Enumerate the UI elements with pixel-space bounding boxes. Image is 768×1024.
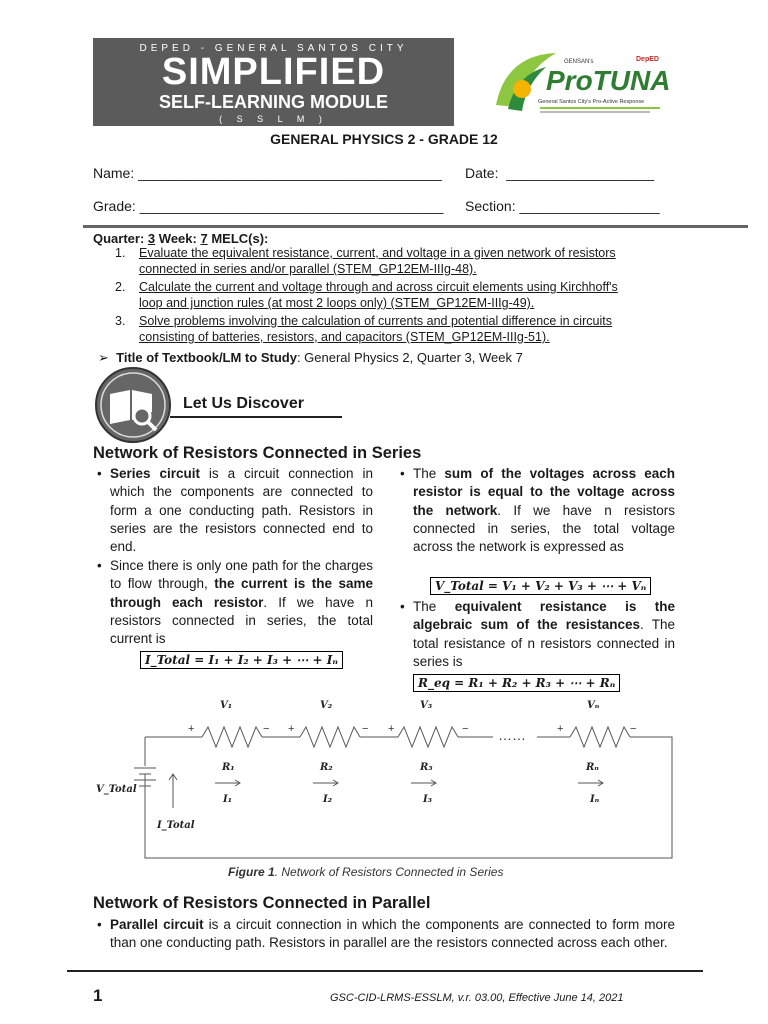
v2-label: V₂ xyxy=(320,700,333,711)
section-line: __________________ xyxy=(519,198,660,214)
parallel-bullet-1: • Parallel circuit is a circuit connection in which the components are connected to form more than one conducting path. Resistors in parallel are the resistors connected across each other. xyxy=(97,917,675,951)
series-bullet-3: • The sum of the voltages across each resistor is equal to the voltage across the network. If we have n resistors connected in series, the total voltage across the network is expressed as xyxy=(400,466,676,555)
r3-label: R₃ xyxy=(420,762,433,773)
svg-text:+: + xyxy=(388,723,395,735)
resistor-3 xyxy=(398,727,458,747)
parallel-heading: Network of Resistors Connected in Parallel xyxy=(93,894,431,912)
grade-label: Grade: xyxy=(93,198,136,214)
svg-text:−: − xyxy=(630,723,637,735)
list-item: 1. Evaluate the equivalent resistance, current, and voltage in a given network of resistors connected in series and/or parallel (STEM_GP12EM-IIIg-48). xyxy=(115,246,616,276)
vn-label: Vₙ xyxy=(587,700,600,711)
section-label: Section: xyxy=(465,198,516,214)
banner-division: DEPED - GENERAL SANTOS CITY xyxy=(139,43,408,54)
banner-module: SELF-LEARNING MODULE xyxy=(159,92,388,112)
logo-deped: DepED xyxy=(636,56,659,63)
r2-label: R₂ xyxy=(320,762,333,773)
header-rule xyxy=(83,225,748,228)
equivalent-resistance-formula: R_eq = R₁ + R₂ + R₃ + ⋯ + Rₙ xyxy=(413,674,620,692)
series-heading: Network of Resistors Connected in Series xyxy=(93,444,422,462)
page-title: GENERAL PHYSICS 2 - GRADE 12 xyxy=(270,131,498,147)
discover-underline xyxy=(170,416,342,418)
i3-label: I₃ xyxy=(423,794,433,805)
series-bullet-1: • Series circuit is a circuit connection in which the components are connected to form a one conducting path. Resistors in series are the resistors connected end to end. xyxy=(97,466,373,555)
series-bullet-2: • Since there is only one path for the charges to flow through, the current is the same through each resistor. If we have n resistors connected in series, the total current is xyxy=(97,558,373,647)
svg-text:−: − xyxy=(462,723,469,735)
r1-label: R₁ xyxy=(222,762,235,773)
logo-brand: ProTUNA xyxy=(546,65,671,96)
figure-caption: Figure 1. Network of Resistors Connected in Series xyxy=(228,865,504,879)
v1-label: V₁ xyxy=(220,700,233,711)
series-circuit-diagram xyxy=(90,690,690,865)
svg-text:−: − xyxy=(362,723,369,735)
series-bullet-4: • The equivalent resistance is the algebraic sum of the resistances. The total resistance of n resistors connected in series is xyxy=(400,599,676,669)
i2-label: I₂ xyxy=(323,794,333,805)
discover-icon xyxy=(94,366,172,444)
quarter-number: 3 xyxy=(147,231,156,246)
date-line: ___________________ xyxy=(506,165,655,181)
document-code: GSC-CID-LRMS-ESSLM, v.r. 03.00, Effective June 14, 2021 xyxy=(330,992,624,1004)
grade-field[interactable] xyxy=(93,198,443,214)
arrow-bullet-icon: ➢ xyxy=(98,350,109,365)
name-field[interactable] xyxy=(93,165,442,181)
total-current-formula: I_Total = I₁ + I₂ + I₃ + ⋯ + Iₙ xyxy=(140,651,343,669)
total-voltage-formula: V_Total = V₁ + V₂ + V₃ + ⋯ + Vₙ xyxy=(430,577,651,595)
date-field[interactable] xyxy=(465,165,654,181)
svg-text:−: − xyxy=(263,723,270,735)
v3-label: V₃ xyxy=(420,700,433,711)
date-label: Date: xyxy=(465,165,499,181)
protuna-logo xyxy=(486,45,671,125)
section-field[interactable] xyxy=(465,198,660,214)
logo-tagline: General Santos City's Pro-Active Response xyxy=(538,99,645,105)
resistor-n xyxy=(570,727,630,747)
in-label: Iₙ xyxy=(590,794,600,805)
banner-sslm: ( S S L M ) xyxy=(219,114,328,124)
list-item: 2. Calculate the current and voltage through and across circuit elements using Kirchhoff's loop and junction rules (at most 2 loops only) (STEM_GP12EM-IIIg-49). xyxy=(115,280,618,310)
resistor-1 xyxy=(202,727,262,747)
resistor-2 xyxy=(300,727,360,747)
let-us-discover: Let Us Discover xyxy=(183,395,304,412)
grade-line: _______________________________________ xyxy=(139,198,444,214)
sslm-banner xyxy=(93,38,454,126)
quarter-line: Quarter: 3 Week: 7 MELC(s): xyxy=(93,231,269,246)
svg-text:+: + xyxy=(288,723,295,735)
rn-label: Rₙ xyxy=(586,762,599,773)
ellipsis: …… xyxy=(498,727,526,743)
melc-list xyxy=(115,247,685,347)
v-total-label: V_Total xyxy=(96,784,137,795)
page-number: 1 xyxy=(93,986,103,1005)
name-line: _______________________________________ xyxy=(138,165,442,181)
footer-rule xyxy=(67,970,703,972)
logo-gensan: GENSAN's xyxy=(564,59,594,65)
name-label: Name: xyxy=(93,165,135,181)
banner-simplified: SIMPLIFIED xyxy=(161,51,386,93)
i1-label: I₁ xyxy=(223,794,233,805)
week-number: 7 xyxy=(200,231,208,246)
svg-text:+: + xyxy=(557,723,564,735)
i-total-label: I_Total xyxy=(157,820,195,831)
svg-text:+: + xyxy=(188,723,195,735)
list-item: 3. Solve problems involving the calculation of currents and potential difference in circuits consisting of batteries, resistors, and capacitors (STEM_GP12EM-IIIg-51). xyxy=(115,314,612,344)
textbook-line: ➢ Title of Textbook/LM to Study: General Physics 2, Quarter 3, Week 7 xyxy=(98,350,523,365)
